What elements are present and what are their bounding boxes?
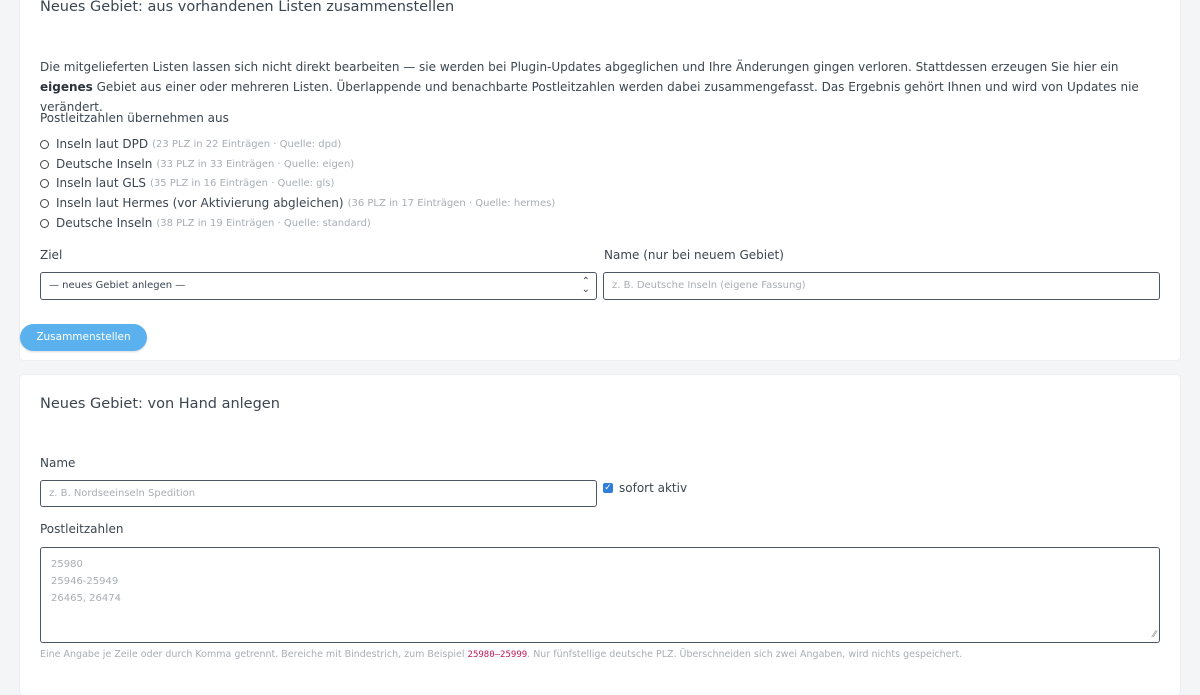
active-checkbox[interactable] [603, 483, 613, 493]
intro-text-part2: Gebiet aus einer oder mehreren Listen. Überlappende und benachbarte Postleitzahlen werden dabei zusammengefasst. Das Ergebnis gehört Ihnen und wird von Updates nie verändert. [40, 80, 1139, 114]
source-option[interactable] [40, 156, 354, 172]
radio-button[interactable] [40, 219, 49, 228]
intro-text [40, 57, 1170, 117]
source-option-meta: (33 PLZ in 33 Einträgen · Quelle: eigen) [156, 158, 355, 170]
source-option-meta: (23 PLZ in 22 Einträgen · Quelle: dpd) [152, 138, 342, 150]
name-label: Name [40, 456, 76, 470]
plz-hint-part2: . Nur fünfstellige deutsche PLZ. Überschneiden sich zwei Angaben, wird nichts gespeichert. [527, 649, 963, 660]
active-label: sofort aktiv [619, 481, 688, 495]
plz-placeholder-line: 26465, 26474 [51, 593, 121, 604]
compose-button[interactable]: Zusammenstellen [20, 324, 147, 351]
source-option[interactable] [40, 136, 341, 152]
source-option-label: Deutsche Inseln [56, 216, 153, 230]
source-option-meta: (38 PLZ in 19 Einträgen · Quelle: standard) [156, 217, 371, 229]
intro-text-part1: Die mitgelieferten Listen lassen sich nicht direkt bearbeiten — sie werden bei Plugin-Updates abgeglichen und Ihre Änderungen gingen verloren. Stattdessen erzeugen Sie hier ein [40, 60, 1119, 74]
source-option[interactable] [40, 175, 334, 191]
radio-button[interactable] [40, 140, 49, 149]
target-label: Ziel [40, 248, 63, 262]
target-select[interactable] [40, 272, 597, 300]
new-name-label: Name (nur bei neuem Gebiet) [604, 248, 784, 262]
plz-hint-code: 25980–25999 [467, 650, 528, 660]
plz-hint [40, 649, 962, 660]
plz-textarea[interactable] [40, 547, 1160, 643]
source-option-label: Inseln laut Hermes (vor Aktivierung abgleichen) [56, 196, 344, 210]
radio-button[interactable] [40, 160, 49, 169]
source-option-label: Inseln laut GLS [56, 176, 146, 190]
new-name-placeholder: z. B. Deutsche Inseln (eigene Fassung) [612, 280, 806, 291]
source-label: Postleitzahlen übernehmen aus [40, 111, 229, 125]
plz-hint-part1: Eine Angabe je Zeile oder durch Komma getrennt. Bereiche mit Bindestrich, zum Beispiel [40, 649, 468, 660]
target-select-value: — neues Gebiet anlegen — [49, 280, 186, 291]
source-option[interactable] [40, 215, 371, 231]
chevron-up-down-icon: ⌃ ⌄ [581, 276, 590, 295]
intro-text-bold: eigenes [40, 80, 93, 94]
radio-button[interactable] [40, 199, 49, 208]
name-placeholder: z. B. Nordseeinseln Spedition [49, 488, 196, 499]
plz-label: Postleitzahlen [40, 522, 124, 536]
source-option-meta: (36 PLZ in 17 Einträgen · Quelle: hermes) [347, 197, 556, 209]
section-title-manual: Neues Gebiet: von Hand anlegen [40, 396, 280, 412]
radio-button[interactable] [40, 179, 49, 188]
source-option-meta: (35 PLZ in 16 Einträgen · Quelle: gls) [149, 177, 335, 189]
check-icon: ✓ [604, 483, 612, 493]
plz-placeholder [51, 556, 121, 607]
plz-placeholder-line: 25946-25949 [51, 576, 119, 587]
section-title-compose: Neues Gebiet: aus vorhandenen Listen zusammenstellen [40, 0, 455, 15]
source-option-label: Deutsche Inseln [56, 157, 153, 171]
source-option[interactable] [40, 195, 555, 211]
manual-create-card [20, 375, 1180, 695]
new-name-input[interactable] [603, 272, 1160, 300]
plz-placeholder-line: 25980 [51, 559, 83, 570]
source-option-label: Inseln laut DPD [56, 137, 149, 151]
name-input[interactable] [40, 480, 597, 507]
resize-handle-icon[interactable]: ⁄⁄ [1152, 630, 1156, 640]
